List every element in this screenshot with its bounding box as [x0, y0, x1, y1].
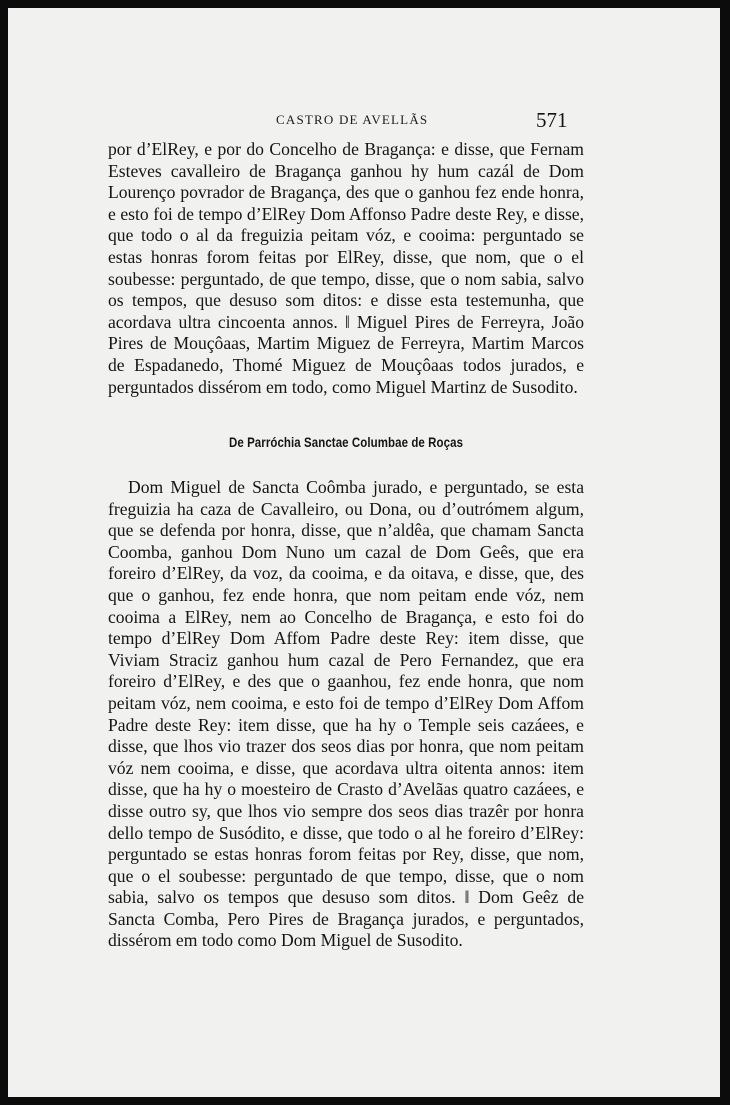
- paragraph-1: por d’ElRey, e por do Concelho de Bragança: e disse, que Fernam Esteves cavalleiro de Bragança ganhou hy hum cazál de Dom Lourenço povrador de Bragança, des que o ganhou fez ende honra, e esto foi de tempo d’ElRey Dom Affonso Padre deste Rey, e disse, que todo o al da freguizia peitam vóz, e cooima: perguntado se estas honras forom feitas por ElRey, disse, que nom, que o el soubesse: perguntado, de que tempo, disse, que o nom sabia, salvo os tempos, que desuso som ditos: e disse esta testemunha, que acordava ultra cincoenta annos. ‖ Miguel Pires de Ferreyra, João Pires de Mouçôaas, Martim Miguez de Ferreyra, Martim Marcos de Espadanedo, Thomé Miguez de Mouçôaas todos jurados, e perguntados dissérom em todo, como Miguel Martinz de Susodito.: [108, 139, 584, 397]
- running-title: CASTRO DE AVELLÃS: [276, 112, 429, 127]
- page-number: 571: [536, 108, 568, 132]
- page-header: [8, 108, 720, 138]
- book-page: [8, 8, 720, 1097]
- section-heading: De Parróchia Sanctae Columbae de Roças: [228, 434, 464, 450]
- paragraph-2: Dom Miguel de Sancta Coômba jurado, e perguntado, se esta freguizia ha caza de Cavalleiro, ou Dona, ou d’outrómem algum, que se defenda por honra, disse, que n’aldêa, que chamam Sancta Coomba, ganhou Dom Nuno um cazal de Dom Geês, que era foreiro d’ElRey, da voz, da cooima, e da oitava, e disse, que, des que o ganhou, fez ende honra, que nom peitam ende vóz, nem cooima a ElRey, nem ao Concelho de Bragança, e esto foi do tempo d’ElRey Dom Affom Padre deste Rey: item disse, que Viviam Straciz ganhou hum cazal de Pero Fernandez, que era foreiro d’ElRey, e des que o gaanhou, fez ende honra, que nom peitam vóz, nem cooima, e esto foi de tempo d’ElRey Dom Affom Padre deste Rey: item disse, que ha hy o Temple seis cazáees, e disse, que lhos vio trazer dos seos dias por honra, que nom peitam vóz nem cooima, e disse, que acordava ultra oitenta annos: item disse, que ha hy o moesteiro de Crasto d’Avelãas quatro cazáees, e disse outro sy, que lhos vio sempre dos seos dias trazêr por honra dello tempo de Susódito, e disse, que todo o al he foreiro d’ElRey: perguntado se estas honras forom feitas por Rey, disse, que nom, que o el soubesse: perguntado de que tempo, disse, que o nom sabia, salvo os tempos que desuso som ditos. ‖ Dom Geêz de Sancta Comba, Pero Pires de Bragança jurados, e perguntados, dissérom em todo como Dom Miguel de Susodito.: [108, 477, 584, 951]
